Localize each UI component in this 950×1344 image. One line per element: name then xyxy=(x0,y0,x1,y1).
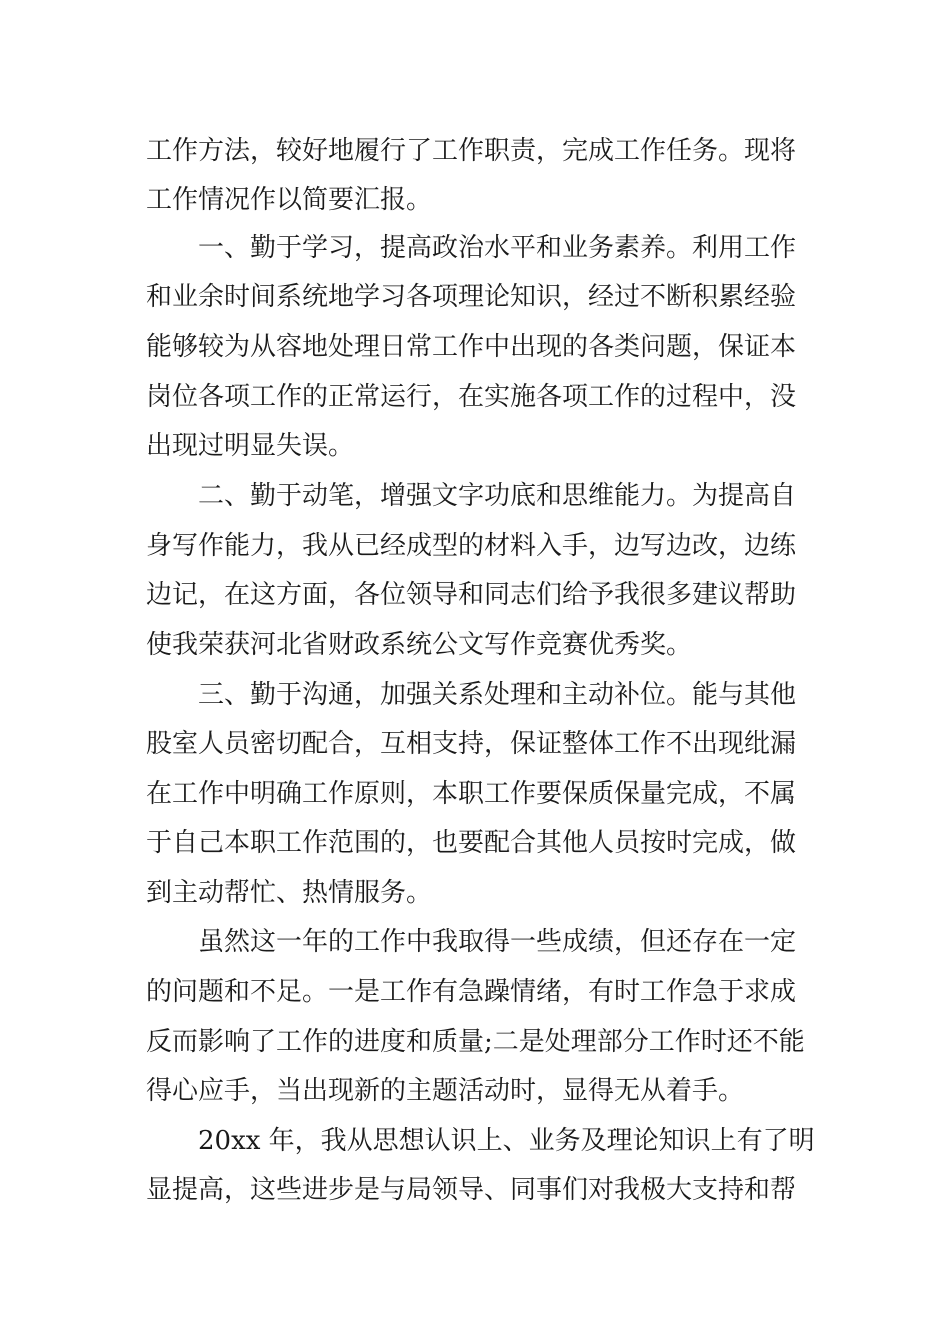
text-line: 的问题和不足。一是工作有急躁情绪，有时工作急于求成 xyxy=(146,977,797,1007)
text-line: 于自己本职工作范围的，也要配合其他人员按时完成，做 xyxy=(146,828,797,858)
text-line: 能够较为从容地处理日常工作中出现的各类问题，保证本 xyxy=(146,332,797,362)
text-line: 股室人员密切配合，互相支持，保证整体工作不出现纰漏 xyxy=(146,729,797,759)
text-line: 到主动帮忙、热情服务。 xyxy=(146,878,433,908)
text-line: 出现过明显失误。 xyxy=(146,431,355,461)
text-line: 显提高，这些进步是与局领导、同事们对我极大支持和帮 xyxy=(146,1175,797,1205)
paragraph-start-line: 20xx 年，我从思想认识上、业务及理论知识上有了明 xyxy=(198,1126,815,1156)
text-line: 工作方法，较好地履行了工作职责，完成工作任务。现将 xyxy=(146,136,797,166)
paragraph-start-line: 一、勤于学习，提高政治水平和业务素养。利用工作 xyxy=(198,233,797,263)
text-line: 岗位各项工作的正常运行，在实施各项工作的过程中，没 xyxy=(146,382,797,412)
text-line: 身写作能力，我从已经成型的材料入手，边写边改，边练 xyxy=(146,531,797,561)
text-line: 边记，在这方面，各位领导和同志们给予我很多建议帮助 xyxy=(146,580,797,610)
text-line: 反而影响了工作的进度和质量;二是处理部分工作时还不能 xyxy=(146,1027,805,1057)
text-line: 在工作中明确工作原则，本职工作要保质保量完成，不属 xyxy=(146,779,797,809)
text-line: 工作情况作以简要汇报。 xyxy=(146,185,433,215)
paragraph-start-line: 虽然这一年的工作中我取得一些成绩，但还存在一定 xyxy=(198,927,797,957)
paragraph-start-line: 三、勤于沟通，加强关系处理和主动补位。能与其他 xyxy=(198,680,797,710)
text-line: 使我荣获河北省财政系统公文写作竞赛优秀奖。 xyxy=(146,630,693,660)
paragraph-start-line: 二、勤于动笔，增强文字功底和思维能力。为提高自 xyxy=(198,481,797,511)
text-line: 和业余时间系统地学习各项理论知识，经过不断积累经验 xyxy=(146,282,797,312)
text-line: 得心应手，当出现新的主题活动时，显得无从着手。 xyxy=(146,1076,745,1106)
